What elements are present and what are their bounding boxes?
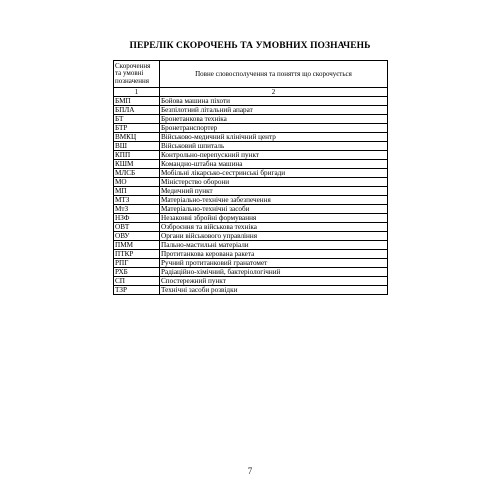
table-row — [114, 106, 388, 115]
table-header-row — [114, 61, 388, 88]
table-body — [114, 97, 388, 295]
full-name-cell: Органи військового управління — [160, 232, 388, 241]
abbreviation-cell: КШМ — [114, 160, 160, 169]
full-name-cell: Військово-медичний клінічний центр — [160, 133, 388, 142]
abbreviations-table — [113, 60, 388, 295]
abbreviation-cell: ВМКЦ — [114, 133, 160, 142]
abbreviation-cell: БТР — [114, 124, 160, 133]
table-row — [114, 169, 388, 178]
full-name-cell: Контрольно-перепускний пункт — [160, 151, 388, 160]
full-name-cell: Безпілотний літальний апарат — [160, 106, 388, 115]
abbreviation-cell: КПП — [114, 151, 160, 160]
header-full-name: Повне словосполучення та поняття що скорочується — [160, 61, 388, 88]
table-row — [114, 151, 388, 160]
table-row — [114, 97, 388, 106]
abbreviation-cell: РПГ — [114, 259, 160, 268]
full-name-cell: Технічні засоби розвідки — [160, 286, 388, 295]
table-row — [114, 187, 388, 196]
table-row — [114, 223, 388, 232]
abbreviation-cell: МО — [114, 178, 160, 187]
table-row — [114, 133, 388, 142]
table-row — [114, 268, 388, 277]
full-name-cell: Матеріально-технічні засоби — [160, 205, 388, 214]
full-name-cell: Радіаційно-хімічний, бактеріологічний — [160, 268, 388, 277]
table-row — [114, 142, 388, 151]
full-name-cell: Військовий шпиталь — [160, 142, 388, 151]
full-name-cell: Медичний пункт — [160, 187, 388, 196]
full-name-cell: Спостережний пункт — [160, 277, 388, 286]
abbreviation-cell: БМП — [114, 97, 160, 106]
table-row — [114, 196, 388, 205]
full-name-cell: Бронетанкова техніка — [160, 115, 388, 124]
abbreviation-cell: НЗФ — [114, 214, 160, 223]
full-name-cell: Бронетранспортер — [160, 124, 388, 133]
abbreviation-cell: ВШ — [114, 142, 160, 151]
column-number-1: 1 — [114, 88, 160, 97]
abbreviation-cell: ПММ — [114, 241, 160, 250]
table-row — [114, 241, 388, 250]
abbreviation-cell: СП — [114, 277, 160, 286]
table-row — [114, 115, 388, 124]
full-name-cell: Озброєння та військова техніка — [160, 223, 388, 232]
abbreviation-cell: БПЛА — [114, 106, 160, 115]
table-row — [114, 277, 388, 286]
full-name-cell: Протитанкова керована ракета — [160, 250, 388, 259]
table-row — [114, 232, 388, 241]
column-number-row — [114, 88, 388, 97]
full-name-cell: Бойова машина піхоти — [160, 97, 388, 106]
full-name-cell: Мобільні лікарсько-сестринські бригади — [160, 169, 388, 178]
page-title: ПЕРЕЛІК СКОРОЧЕНЬ ТА УМОВНИХ ПОЗНАЧЕНЬ — [129, 41, 371, 51]
table-row — [114, 250, 388, 259]
abbreviation-cell: ОВУ — [114, 232, 160, 241]
table-row — [114, 178, 388, 187]
full-name-cell: Пально-мастильні матеріали — [160, 241, 388, 250]
column-number-2: 2 — [160, 88, 388, 97]
table-row — [114, 160, 388, 169]
header-abbreviation: Скорочення та умовні позначення — [114, 61, 160, 88]
abbreviation-cell: МП — [114, 187, 160, 196]
table-row — [114, 259, 388, 268]
abbreviation-cell: БТ — [114, 115, 160, 124]
table-row — [114, 214, 388, 223]
abbreviation-cell: МтЗ — [114, 205, 160, 214]
abbreviation-cell: ТЗР — [114, 286, 160, 295]
abbreviation-cell: МЛСБ — [114, 169, 160, 178]
full-name-cell: Матеріально-технічне забезпечення — [160, 196, 388, 205]
table-row — [114, 286, 388, 295]
abbreviation-cell: ПТКР — [114, 250, 160, 259]
abbreviation-cell: ОВТ — [114, 223, 160, 232]
full-name-cell: Ручний протитанковий гранатомет — [160, 259, 388, 268]
full-name-cell: Міністерство оборони — [160, 178, 388, 187]
full-name-cell: Командно-штабна машина — [160, 160, 388, 169]
abbreviation-cell: РХБ — [114, 268, 160, 277]
table-row — [114, 205, 388, 214]
abbreviation-cell: МТЗ — [114, 196, 160, 205]
page-number: 7 — [247, 466, 253, 476]
full-name-cell: Незаконні збройні формування — [160, 214, 388, 223]
table-row — [114, 124, 388, 133]
